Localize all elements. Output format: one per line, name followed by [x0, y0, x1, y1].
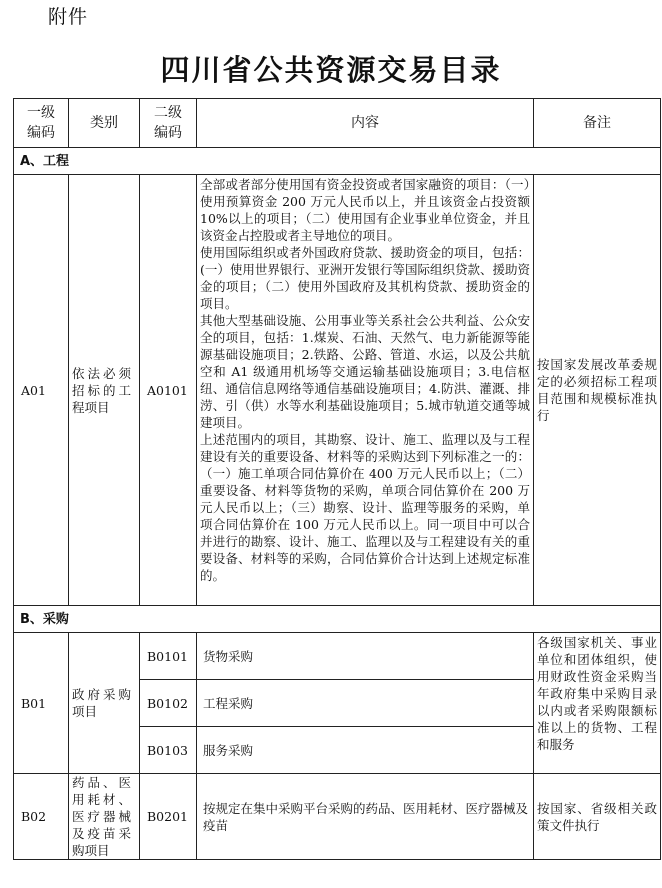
content-paragraph: 使用国际组织或者外国政府贷款、援助资金的项目，包括：(一）使用世界银行、亚洲开发银行等国际组织贷款、援助资金的项目；（二）使用外国政府及其机构贷款、援助资金的项目。 — [200, 245, 530, 311]
level1-code-b02: B02 — [14, 774, 69, 860]
section-row-engineering — [14, 148, 661, 175]
table-row-b02 — [14, 774, 661, 860]
level2-code-b0101: B0101 — [140, 633, 197, 680]
content-paragraph: 其他大型基础设施、公用事业等关系社会公共利益、公众安全的项目，包括：1.煤炭、石油、天然气、电力新能源等能源基础设施项目；2.铁路、公路、管道、水运，以及公共航空和 A1 级通用机场等交通运输基础设施项目；3.电信枢纽、通信信息网络等通信基础设施项目；4.防洪、灌溉、排涝、引（供）水等水利基础设施项目；5.城市轨道交通等城建项目。 — [200, 313, 530, 430]
content-a0101 — [197, 175, 534, 606]
level1-code-b01: B01 — [14, 633, 69, 774]
section-title-procurement: B、采购 — [14, 606, 661, 633]
level2-code-b0102: B0102 — [140, 680, 197, 727]
header-remark: 备注 — [534, 99, 661, 148]
section-title-engineering: A、工程 — [14, 148, 661, 175]
content-paragraph: 上述范围内的项目，其勘察、设计、施工、监理以及与工程建设有关的重要设备、材料等的采购达到下列标准之一的：（一）施工单项合同估算价在 400 万元人民币以上；（二）重要设备、材料等货物的采购，单项合同估算价在 200 万元人民币以上；（三）勘察、设计、监理等服务的采购，单项合同估算价在 100 万元人民币以上。同一项目中可以合并进行的勘察、设计、施工、监理以及与工程建设有关的重要设备、材料等的采购，合同估算价合计达到上述规定标准的。 — [200, 432, 530, 583]
header-level1-code: 一级 编码 — [14, 99, 69, 148]
content-b0102: 工程采购 — [197, 680, 534, 727]
level1-code-a01: A01 — [14, 175, 69, 606]
table-header-row — [14, 99, 661, 148]
table-row-b0101 — [14, 633, 661, 680]
content-b0101: 货物采购 — [197, 633, 534, 680]
category-b02: 药品、医用耗材、医疗器械及疫苗采购项目 — [69, 774, 140, 860]
header-content: 内容 — [197, 99, 534, 148]
level2-code-b0201: B0201 — [140, 774, 197, 860]
content-b0201: 按规定在集中采购平台采购的药品、医用耗材、医疗器械及疫苗 — [197, 774, 534, 860]
table-row-a01 — [14, 175, 661, 606]
level2-code-b0103: B0103 — [140, 727, 197, 774]
remark-a01: 按国家发展改革委规定的必须招标工程项目范围和规模标准执行 — [534, 175, 661, 606]
category-a01: 依法必须招标的工程项目 — [69, 175, 140, 606]
section-row-procurement — [14, 606, 661, 633]
remark-b02: 按国家、省级相关政策文件执行 — [534, 774, 661, 860]
header-level2-code: 二级 编码 — [140, 99, 197, 148]
header-category: 类别 — [69, 99, 140, 148]
remark-b01: 各级国家机关、事业单位和团体组织，使用财政性资金采购当年政府集中采购目录以内或者采购限额标准以上的货物、工程和服务 — [534, 633, 661, 774]
catalog-table — [13, 98, 661, 860]
attachment-label: 附件 — [48, 6, 89, 28]
category-b01: 政府采购项目 — [69, 633, 140, 774]
level2-code-a0101: A0101 — [140, 175, 197, 606]
page-title: 四川省公共资源交易目录 — [160, 53, 502, 87]
content-paragraph: 全部或者部分使用国有资金投资或者国家融资的项目：（一）使用预算资金 200 万元人民币以上，并且该资金占投资额 10%以上的项目；（二）使用国有企业事业单位资金，并且该资金占控股或者主导地位的项目。 — [200, 177, 530, 243]
content-b0103: 服务采购 — [197, 727, 534, 774]
